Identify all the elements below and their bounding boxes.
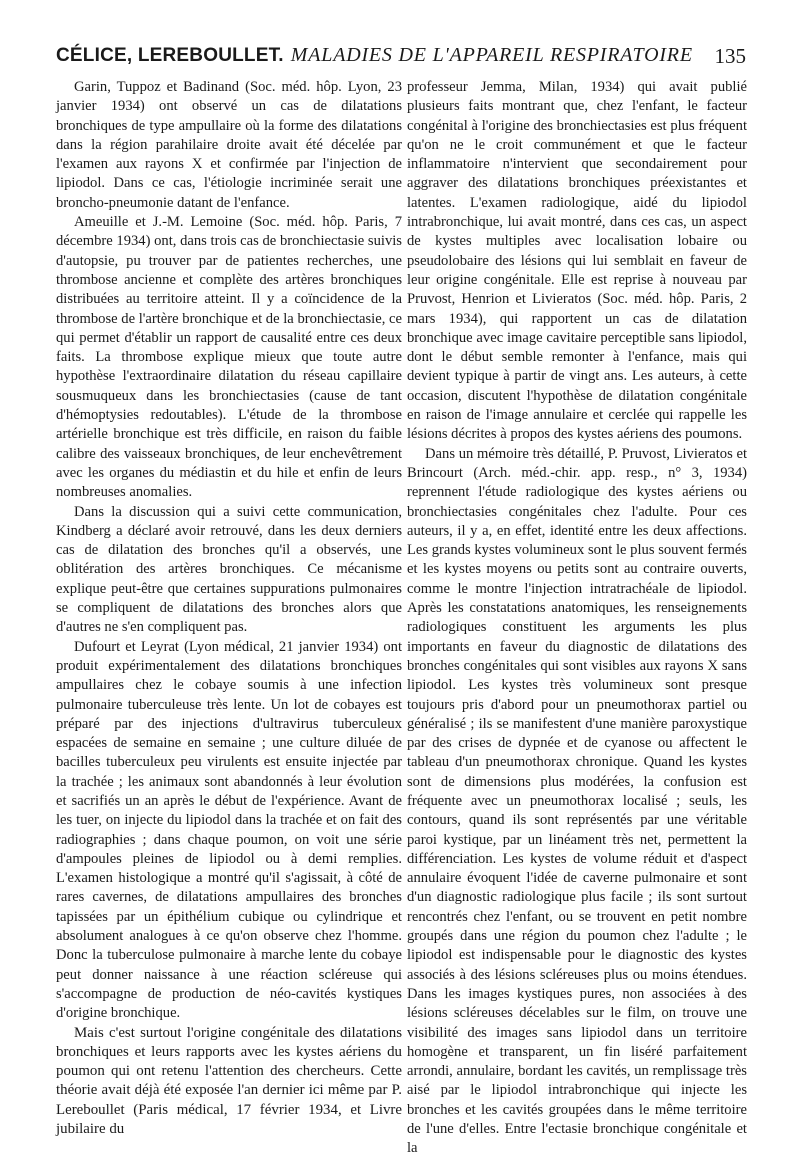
paragraph-pruvost-memoire: Dans un mémoire très détaillé, P. Pruvost, Livieratos et Brincourt (Arch. méd.-chir. app. resp., n° 3, 1934) reprennent l'étude radiologique des kystes aériens ou bronchiectasies congénitales chez l'adulte. Pour ces auteurs, il y a, en effet, identité entre les deux affections. Les grands kystes volumineux sont le plus souvent fermés et les kystes moyens ou petits sont au contraire ouverts, comme le montre l'injection intratrachéale de lipiodol. Après les constatations anatomiques, les renseignements radiologiques constituent les arguments les plus importants en faveur du diagnostic de dilatations des bronches congénitales qui sont visibles aux rayons X sans lipiodol. Les kystes très volumineux sont presque toujours pris d'abord pour un pneumothorax partiel ou généralisé ; ils se manifestent d'une manière paroxystique par des crises de dypnée et de cyanose ou affectent le tableau d'un pneumothorax chronique. Quand les kystes sont de dimensions plus modérées, la confusion est fréquente avec un pneumothorax localisé ; seuls, les contours, quand ils sont représentés par une véritable paroi kystique, par un linéament très net, permettent la différenciation. Les kystes de volume réduit et d'aspect annulaire évoquent l'idée de caverne pulmonaire et sont d'un diagnostic radiologique plus facile ; ils sont surtout rencontrés chez l'enfant, ou se trouvent en petit nombre groupés dans une région du poumon chez l'adulte ; le lipiodol est indispensable pour le diagnostic des kystes associés à des lésions scléreuses plus ou moins étendues. Dans les images kystiques pures, non associées à des lésions scléreuses décelables sur le film, on trouve une visibilité des images sans lipiodol dans un territoire homogène et transparent, un fin liséré parfaitement arrondi, annulaire, bordant les cavités, un remplissage très aisé par le lipiodol intrabronchique qui injecte les bronches et les cavités groupées dans le même territoire de l'une d'elles. Entre l'ectasie bronchique congénitale et la <box>407 445 747 1157</box>
header-title: MALADIES DE L'APPAREIL RESPIRATOIRE <box>290 44 693 66</box>
paragraph-garin: Garin, Tuppoz et Badinand (Soc. méd. hôp. Lyon, 23 janvier 1934) ont observé un cas de dilatations bronchiques de type ampullaire où la forme des dilatations dans la région parahilaire droite avait été décelée par l'examen aux rayons X et confirmée par l'injection de lipiodol. Dans ce cas, l'étiologie incriminée serait une broncho-pneumonie datant de l'enfance. <box>56 79 402 211</box>
paragraph-origine-congenitale: Mais c'est surtout l'origine congénitale des dilatations bronchiques et leurs rapports avec les kystes aériens du poumon qui ont retenu l'attention des chercheurs. Cette théorie avait déjà été exposée l'an dernier ici même par P. Lereboullet (Paris médical, 17 février 1934, et Livre jubilaire du <box>56 1024 402 1138</box>
header-authors: CÉLICE, LEREBOULLET. <box>56 45 284 66</box>
paragraph-dufourt: Dufourt et Leyrat (Lyon médical, 21 janvier 1934) ont produit expérimentalement des dilatations bronchiques ampullaires chez le cobaye soumis à une infection pulmonaire tuberculeuse très lente. Un lot de cobayes est préparé par des injections d'ultravirus tuberculeux espacées de semaine en semaine ; une culture diluée de bacilles tuberculeux peu virulents est ensuite injectée par la trachée ; les animaux sont abandonnés à leur évolution et sacrifiés un an après le début de l'expérience. Avant de les tuer, on injecte du lipiodol dans la trachée et on fait des radiographies ; dans chaque poumon, on voit une série d'ampoules pleines de lipiodol ou à demi remplies. L'examen histologique a montré qu'il s'agissait, à côté de rares cavernes, de dilatations ampullaires des bronches tapissées par un épithélium cubique ou cylindrique et absolument analogues à ce qu'on observe chez l'homme. Donc la tuberculose pulmonaire à marche lente du cobaye peut donner naissance à une réaction scléreuse qui s'accompagne de production de néo-cavités kystiques d'origine bronchique. <box>56 638 402 1022</box>
page-number: 135 <box>714 44 746 68</box>
running-header <box>56 44 746 78</box>
left-column <box>56 78 402 1139</box>
right-column <box>407 78 747 1159</box>
paragraph-ameuille: Ameuille et J.-M. Lemoine (Soc. méd. hôp. Paris, 7 décembre 1934) ont, dans trois cas de bronchiectasie suivis d'autopsie, pu trouver par de patientes recherches, une thrombose ancienne et complète des artères bronchiques distribuées au territoire atteint. Il y a coïncidence de la thrombose de l'artère bronchique et de la bronchiectasie, ce qui permet d'établir un rapport de causalité entre ces deux faits. La thrombose explique mieux que toute autre hypothèse l'extraordinaire dilatation du réseau capillaire sousmuqueux dans les bronchiectasies (cause de tant d'hémoptysies redoutables). L'étude de la thrombose artérielle bronchique est très difficile, en raison du faible calibre des vaisseaux bronchiques, de leur enchevêtrement avec les organes du médiastin et du hile et enfin de leurs nombreuses anomalies. <box>56 214 402 501</box>
paragraph-kindberg: Dans la discussion qui a suivi cette communication, Kindberg a déclaré avoir retrouvé, dans les deux derniers cas de dilatation des bronches qu'il a observés, une oblitération des artères bronchiques. Ce mécanisme explique peut-être que certaines suppurations pulmonaires se compliquent de dilatations des bronches alors que d'autres ne s'en compliquent pas. <box>56 503 402 636</box>
paragraph-jemma-continuation: professeur Jemma, Milan, 1934) qui avait publié plusieurs faits montrant que, chez l'enfant, le facteur congénital à l'origine des bronchiectasies est plus fréquent qu'on ne le croit communément et que le facteur inflammatoire n'intervient que secondairement pour aggraver des dilatations bronchiques préexistantes et latentes. L'examen radiologique, aidé du lipiodol intrabronchique, lui avait montré, dans ces cas, un aspect de kystes multiples avec localisation lobaire ou pseudolobaire des lésions qui lui semblait en faveur de leur origine congénitale. Elle est reprise à nouveau par Pruvost, Henrion et Livieratos (Soc. méd. hôp. Paris, 2 mars 1934), qui rapportent un cas de dilatation bronchique avec image cavitaire perceptible sans lipiodol, dont le début semble remonter à l'enfance, mais qui devient typique à partir de vingt ans. Les auteurs, à cette occasion, discutent l'hypothèse de dilatation congénitale en raison de l'image annulaire et cerclée qui rappelle les lésions décrites à propos des kystes aériens des poumons. <box>407 79 747 443</box>
